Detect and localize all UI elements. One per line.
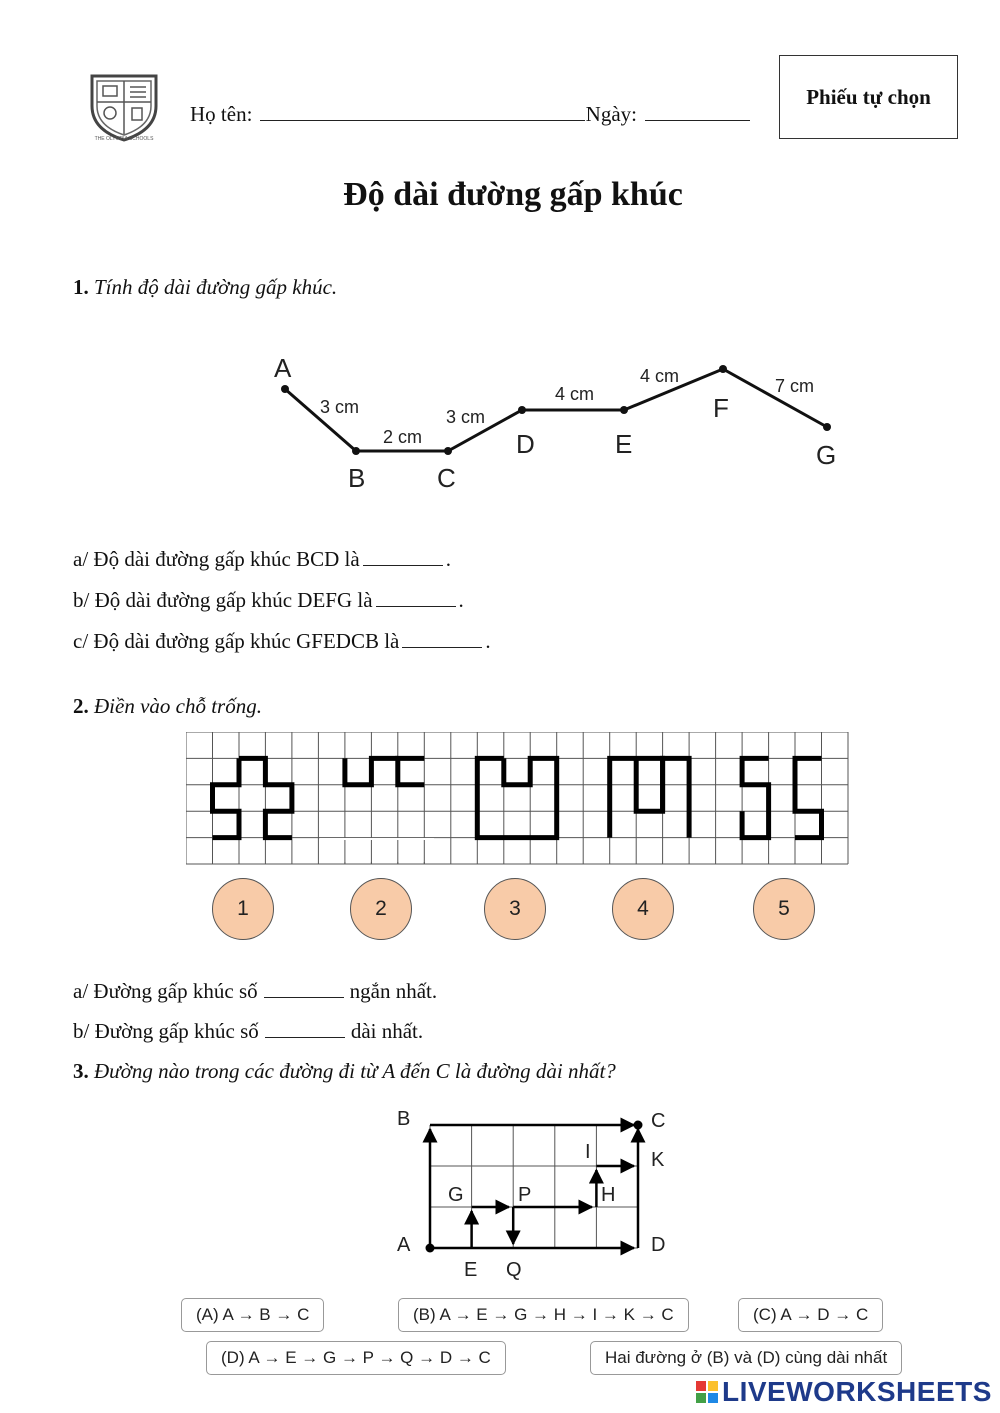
liveworksheets-brand [696, 1378, 992, 1406]
q1-prompt: Tính độ dài đường gấp khúc. [94, 275, 338, 299]
label-g: G [448, 1184, 464, 1206]
shape-2-right [398, 758, 425, 784]
grid-figure [186, 732, 850, 866]
q2a-text: a/ Đường gấp khúc số [73, 979, 258, 1003]
shape-4-right [663, 758, 690, 837]
label-k: K [651, 1149, 665, 1171]
label-point-c: C [437, 463, 456, 493]
label-i: I [585, 1141, 591, 1163]
name-blank[interactable] [260, 100, 585, 121]
label-point-a: A [274, 353, 292, 383]
q1b-end: . [458, 588, 464, 612]
point-a-dot [281, 385, 289, 393]
label-point-e: E [615, 429, 633, 459]
q1c-end: . [485, 629, 491, 653]
liveworksheets-text: LIVEWORKSHEETS [722, 1376, 992, 1407]
grid-lines [186, 732, 848, 864]
liveworksheets-logo-icon [696, 1381, 718, 1403]
point-c-dot [444, 447, 452, 455]
q1b-line [73, 586, 464, 613]
shape-2 [345, 758, 398, 784]
point-d-dot [518, 406, 526, 414]
segment-fg-length: 7 cm [775, 376, 815, 396]
q1a-blank[interactable] [363, 545, 443, 566]
polyline-path [285, 369, 827, 451]
q3-number: 3. [73, 1059, 89, 1083]
shape-5 [742, 758, 769, 837]
page-title: Độ dài đường gấp khúc [343, 176, 683, 213]
q1c-line [73, 627, 491, 654]
q1-number: 1. [73, 275, 89, 299]
school-logo [86, 72, 162, 144]
shape-1 [213, 758, 240, 837]
segment-de-length: 4 cm [555, 384, 595, 404]
segment-cd-length: 3 cm [446, 407, 486, 427]
q2a-blank[interactable] [264, 977, 344, 998]
shape-5-right [795, 758, 822, 837]
shape-3 [477, 758, 556, 837]
grid-gap [320, 838, 434, 862]
shape-number-3: 3 [484, 878, 546, 940]
header-fields [190, 100, 753, 127]
option-b[interactable]: (B) A → E → G → H → I → K → C [398, 1298, 689, 1332]
label-point-f: F [713, 393, 729, 423]
label-p: P [518, 1184, 532, 1206]
option-d[interactable]: (D) A → E → G → P → Q → D → C [206, 1341, 506, 1375]
point-f-dot [719, 365, 727, 373]
label-b: B [397, 1108, 411, 1130]
shape-number-4: 4 [612, 878, 674, 940]
q2-number: 2. [73, 694, 89, 718]
chosen-box: Phiếu tự chọn [779, 55, 958, 139]
label-c: C [651, 1110, 666, 1132]
q3-prompt: Đường nào trong các đường đi từ A đến C là đường dài nhất? [94, 1059, 616, 1083]
q3-heading [73, 1058, 616, 1084]
name-label: Họ tên: [190, 102, 253, 126]
q2b-blank[interactable] [265, 1017, 345, 1038]
q1c-blank[interactable] [402, 627, 482, 648]
q1a-text: a/ Độ dài đường gấp khúc BCD là [73, 547, 360, 571]
shape-number-2: 2 [350, 878, 412, 940]
point-b-dot [352, 447, 360, 455]
q1b-blank[interactable] [376, 586, 456, 607]
q1c-text: c/ Độ dài đường gấp khúc GFEDCB là [73, 629, 400, 653]
point-a-dot [426, 1244, 435, 1253]
q2b-line [73, 1017, 423, 1044]
option-c[interactable]: (C) A → D → C [738, 1298, 883, 1332]
logo-text: THE OLYMPIA SCHOOLS [94, 136, 154, 142]
q1b-text: b/ Độ dài đường gấp khúc DEFG là [73, 588, 373, 612]
date-label: Ngày: [585, 102, 637, 126]
q2b-text: b/ Đường gấp khúc số [73, 1019, 259, 1043]
label-h: H [601, 1184, 616, 1206]
q1a-end: . [445, 547, 451, 571]
label-point-d: D [516, 429, 535, 459]
path-grid-figure [380, 1100, 700, 1290]
q2-heading [73, 693, 262, 719]
q1-heading [73, 274, 337, 300]
label-d: D [651, 1234, 666, 1256]
point-c-dot [634, 1121, 643, 1130]
segment-ef-length: 4 cm [640, 366, 680, 386]
label-q: Q [506, 1259, 522, 1281]
label-point-b: B [348, 463, 366, 493]
q2a-end: ngắn nhất. [349, 979, 438, 1003]
date-blank[interactable] [645, 100, 750, 121]
shape-number-5: 5 [753, 878, 815, 940]
label-a: A [397, 1234, 411, 1256]
segment-bc-length: 2 cm [383, 427, 423, 447]
q2b-end: dài nhất. [350, 1019, 424, 1043]
label-e: E [464, 1259, 478, 1281]
point-e-dot [620, 406, 628, 414]
polyline-figure [0, 340, 1000, 500]
q1a-line [73, 545, 451, 572]
q2a-line [73, 977, 437, 1004]
q2-prompt: Điền vào chỗ trống. [94, 694, 262, 718]
option-a[interactable]: (A) A → B → C [181, 1298, 324, 1332]
point-g-dot [823, 423, 831, 431]
segment-ab-length: 3 cm [320, 397, 360, 417]
shape-number-1: 1 [212, 878, 274, 940]
option-e[interactable]: Hai đường ở (B) và (D) cùng dài nhất [590, 1341, 902, 1375]
label-point-g: G [816, 440, 837, 470]
